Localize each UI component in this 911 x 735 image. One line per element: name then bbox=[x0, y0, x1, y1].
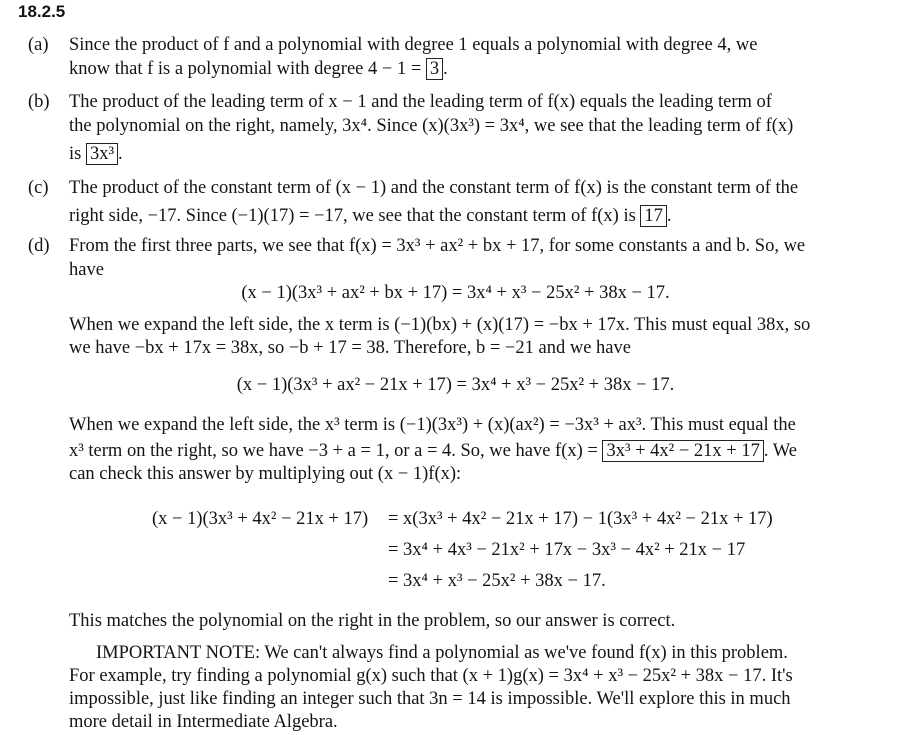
part-a-line-2-text: know that f is a polynomial with degree 4 − 1 = bbox=[69, 59, 422, 79]
part-b-line-2: the polynomial on the right, namely, 3x⁴. Since (x)(3x³) = 3x⁴, we see that the leading term of f(x) bbox=[69, 116, 794, 136]
part-c-answer-box: 17 bbox=[640, 205, 667, 227]
note-line-1: IMPORTANT NOTE: We can't always find a polynomial as we've found f(x) in this problem. bbox=[96, 643, 788, 663]
part-d-label: (d) bbox=[28, 236, 50, 256]
part-b-period: . bbox=[118, 144, 123, 164]
part-a-line-1: Since the product of f and a polynomial with degree 1 equals a polynomial with degree 4, we bbox=[69, 35, 758, 55]
part-b-label: (b) bbox=[28, 92, 50, 112]
note-line-4: more detail in Intermediate Algebra. bbox=[69, 712, 338, 732]
part-d-text bbox=[69, 234, 891, 282]
aligned-rhs-1: = x(3x³ + 4x² − 21x + 17) − 1(3x³ + 4x² − 21x + 17) bbox=[388, 509, 773, 529]
part-b-text bbox=[69, 90, 891, 166]
conclusion-text: This matches the polynomial on the right in the problem, so our answer is correct. bbox=[69, 611, 676, 631]
part-c-period: . bbox=[666, 206, 672, 226]
part-c-line-2 bbox=[69, 204, 891, 228]
para3-line-2-text: x³ term on the right, so we have −3 + a = 1, or a = 4. So, we have f(x) = bbox=[69, 441, 598, 461]
aligned-rhs-3: = 3x⁴ + x³ − 25x² + 38x − 17. bbox=[388, 571, 606, 591]
part-a-text bbox=[69, 33, 891, 81]
problem-number: 18.2.5 bbox=[18, 2, 66, 21]
part-b-line-3 bbox=[69, 142, 891, 166]
part-b-line-1: The product of the leading term of x − 1 and the leading term of f(x) equals the leading term of bbox=[69, 92, 772, 112]
part-d-answer-box: 3x³ + 4x² − 21x + 17 bbox=[602, 440, 763, 462]
aligned-rhs-2: = 3x⁴ + 4x³ − 21x² + 17x − 3x³ − 4x² + 21x − 17 bbox=[388, 540, 746, 560]
part-c-line-1: The product of the constant term of (x − 1) and the constant term of f(x) is the constant term of the bbox=[69, 178, 799, 198]
part-c-text bbox=[69, 176, 891, 228]
part-d-line-2: have bbox=[69, 260, 104, 280]
part-d-paragraph-3 bbox=[69, 414, 899, 486]
part-b-line-3-text: is bbox=[69, 144, 82, 164]
equation-1: (x − 1)(3x³ + ax² + bx + 17) = 3x⁴ + x³ − 25x² + 38x − 17. bbox=[241, 283, 670, 303]
part-c-line-2-text: right side, −17. Since (−1)(17) = −17, we see that the constant term of f(x) is bbox=[69, 206, 636, 226]
para2-line-2: we have −bx + 17x = 38x, so −b + 17 = 38. Therefore, b = −21 and we have bbox=[69, 338, 631, 358]
para2-line-1: When we expand the left side, the x term is (−1)(bx) + (x)(17) = −bx + 17x. This must equal 38x, so bbox=[69, 315, 811, 335]
part-d-line-1: From the first three parts, we see that f(x) = 3x³ + ax² + bx + 17, for some constants a and b. So, we bbox=[69, 236, 806, 256]
part-c-label: (c) bbox=[28, 178, 49, 198]
equation-2: (x − 1)(3x³ + ax² − 21x + 17) = 3x⁴ + x³ − 25x² + 38x − 17. bbox=[236, 375, 675, 395]
part-a-line-2 bbox=[69, 57, 891, 81]
part-b-answer-box: 3x³ bbox=[86, 143, 118, 165]
para3-line-3: can check this answer by multiplying out (x − 1)f(x): bbox=[69, 464, 462, 484]
para3-line-1: When we expand the left side, the x³ term is (−1)(3x³) + (x)(ax²) = −3x³ + ax³. This must equal the bbox=[69, 415, 796, 435]
aligned-lhs: (x − 1)(3x³ + 4x² − 21x + 17) bbox=[152, 509, 369, 529]
note-line-3: impossible, just like finding an integer such that 3n = 14 is impossible. We'll explore this in much bbox=[69, 689, 791, 709]
part-d-paragraph-2 bbox=[69, 314, 899, 360]
part-a-label: (a) bbox=[28, 35, 49, 55]
important-note bbox=[69, 642, 899, 734]
part-a-period: . bbox=[443, 59, 448, 79]
para3-line-2-end: . We bbox=[763, 441, 797, 461]
para3-line-2 bbox=[69, 440, 899, 463]
note-line-2: For example, try finding a polynomial g(x) such that (x + 1)g(x) = 3x⁴ + x³ − 25x² + 38x − 17. It's bbox=[69, 666, 793, 686]
part-a-answer-box: 3 bbox=[426, 58, 443, 80]
